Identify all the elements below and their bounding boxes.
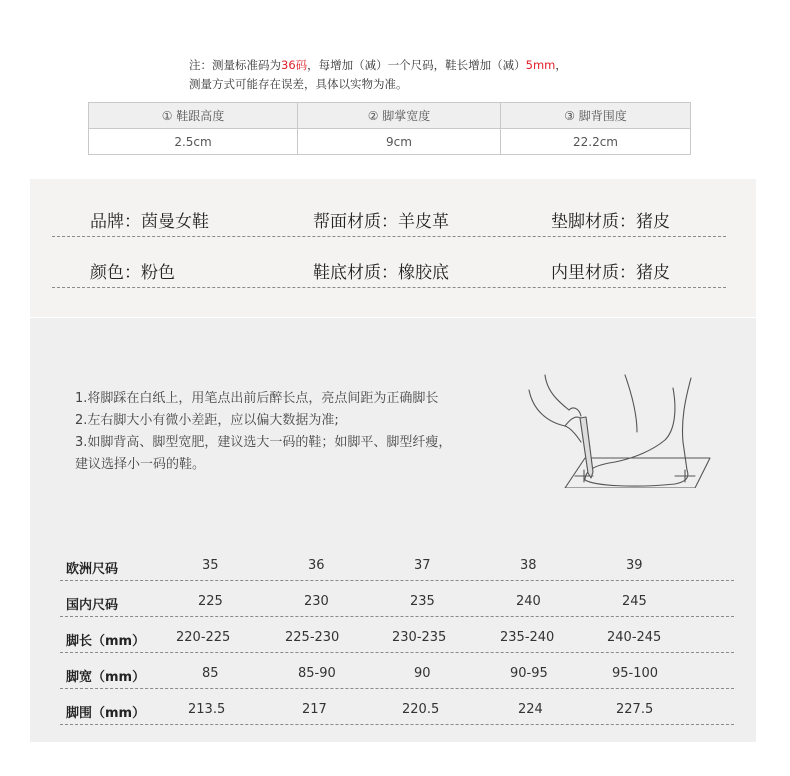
tip-line: 建议选择小一码的鞋。	[75, 457, 206, 472]
size-row-foot-width	[60, 652, 734, 689]
size-row-label: 脚围（mm）	[66, 706, 146, 721]
attr-insole-material: 垫脚材质：猪皮	[551, 212, 670, 232]
measurement-value-row	[89, 129, 691, 155]
size-row-eu	[60, 544, 734, 581]
size-cell: 95-100	[612, 666, 659, 681]
size-cell: 39	[626, 558, 643, 573]
size-row-label: 国内尺码	[66, 598, 119, 613]
standard-size-highlight: 36码	[281, 58, 308, 72]
sole-width-value: 9cm	[298, 129, 501, 155]
size-row-label: 脚长（mm）	[66, 634, 146, 649]
size-row-label: 欧洲尺码	[66, 562, 119, 577]
size-cell: 235-240	[500, 630, 555, 645]
attr-color: 颜色：粉色	[90, 263, 175, 283]
sole-width-header: ② 脚掌宽度	[298, 103, 501, 129]
note-line-2: 测量方式可能存在误差，具体以实物为准。	[189, 77, 408, 91]
increment-highlight: 5mm	[525, 58, 556, 72]
heel-height-header: ① 鞋跟高度	[89, 103, 298, 129]
size-row-cn	[60, 580, 734, 617]
measurement-header-row	[89, 103, 691, 129]
attribute-row	[52, 185, 726, 237]
attr-sole-material: 鞋底材质：橡胶底	[313, 263, 449, 283]
size-cell: 240	[516, 594, 541, 609]
size-cell: 220.5	[402, 702, 440, 717]
size-guide-panel	[30, 318, 756, 742]
size-cell: 35	[202, 558, 219, 573]
size-cell: 225	[198, 594, 223, 609]
measurement-table	[88, 102, 691, 155]
size-note	[189, 56, 567, 94]
size-row-foot-girth	[60, 688, 734, 725]
tip-line: 2.左右脚大小有微小差距，应以偏大数据为准;	[75, 413, 339, 428]
size-cell: 36	[308, 558, 325, 573]
size-cell: 220-225	[176, 630, 231, 645]
size-cell: 37	[414, 558, 431, 573]
size-cell: 90-95	[510, 666, 548, 681]
size-cell: 240-245	[607, 630, 662, 645]
note-line-1: 注：测量标准码为36码，每增加（减）一个尺码，鞋长增加（减）5mm，	[189, 58, 567, 72]
size-row-foot-length	[60, 616, 734, 653]
size-cell: 85	[202, 666, 219, 681]
size-cell: 230-235	[392, 630, 447, 645]
size-cell: 227.5	[616, 702, 654, 717]
size-cell: 245	[622, 594, 647, 609]
instep-girth-value: 22.2cm	[501, 129, 691, 155]
size-cell: 225-230	[285, 630, 340, 645]
tip-line: 3.如脚背高、脚型宽肥，建议选大一码的鞋；如脚平、脚型纤瘦，	[75, 435, 452, 450]
size-row-label: 脚宽（mm）	[66, 670, 146, 685]
product-attributes-panel	[30, 179, 756, 317]
measuring-tips	[75, 388, 451, 476]
attr-upper-material: 帮面材质：羊皮革	[313, 212, 449, 232]
size-cell: 38	[520, 558, 537, 573]
size-cell: 85-90	[298, 666, 336, 681]
tip-line: 1.将脚踩在白纸上，用笔点出前后醉长点，亮点间距为正确脚长	[75, 391, 439, 406]
foot-measuring-illustration-icon	[525, 370, 725, 488]
size-cell: 217	[302, 702, 327, 717]
attr-lining-material: 内里材质：猪皮	[551, 263, 670, 283]
size-cell: 213.5	[188, 702, 226, 717]
instep-girth-header: ③ 脚背围度	[501, 103, 691, 129]
size-cell: 224	[518, 702, 543, 717]
heel-height-value: 2.5cm	[89, 129, 298, 155]
size-cell: 230	[304, 594, 329, 609]
attr-brand: 品牌：茵曼女鞋	[90, 212, 209, 232]
size-cell: 90	[414, 666, 431, 681]
attribute-row	[52, 236, 726, 288]
size-cell: 235	[410, 594, 435, 609]
